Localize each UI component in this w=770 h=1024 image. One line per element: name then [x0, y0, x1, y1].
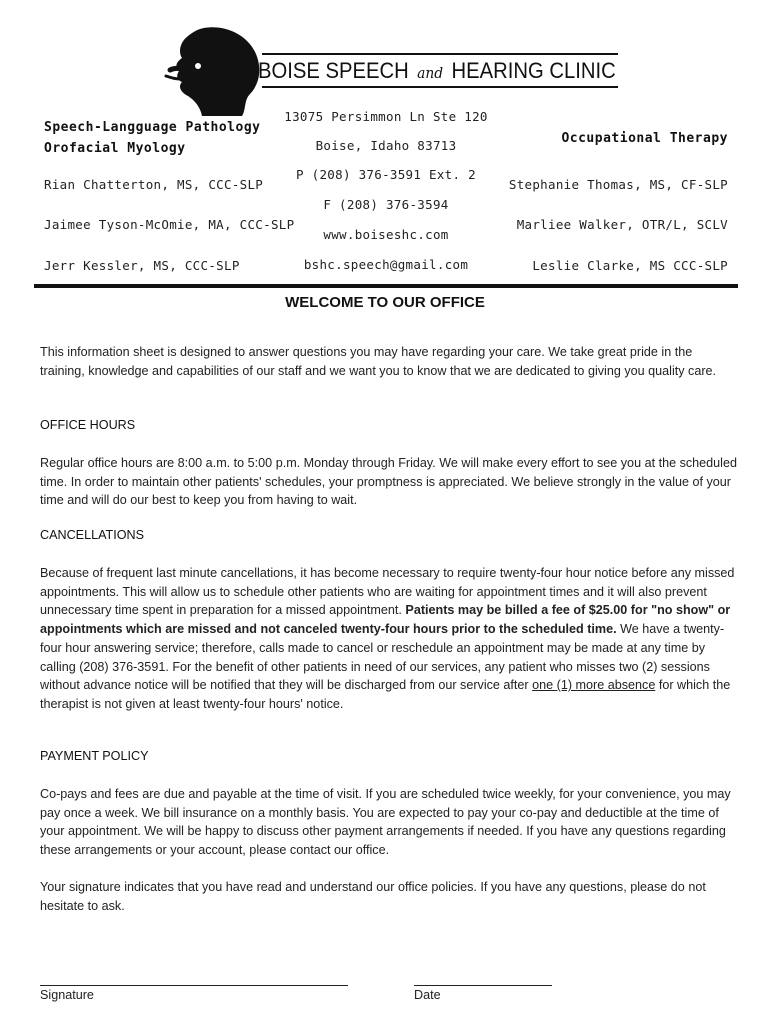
closing-paragraph: Your signature indicates that you have read and understand our office policies. If you have any questions, please do not hesitate to ask. [40, 880, 706, 913]
clinic-name-part2: HEARING CLINIC [451, 58, 616, 83]
payment-policy-heading: PAYMENT POLICY [40, 749, 149, 763]
staff-right-2: Marliee Walker, OTR/L, SCLV [516, 217, 728, 232]
office-hours-paragraph: Regular office hours are 8:00 a.m. to 5:00 p.m. Monday through Friday. We will make every effort to see you at the scheduled time. In order to maintain other patients' schedules, your promptness is appreciated. We believe strongly in the value of your time and will do our best to keep you from having to wait. [40, 456, 737, 508]
dept-speech-pathology: Speech-Langguage Pathology [44, 120, 261, 135]
header-rule-top [262, 53, 618, 55]
cancellations-text-1: Because of frequent last minute cancellations, it has become necessary to require twenty-four hour notice before any missed appointments. This will allow us to schedule other patients who are waiting for appointment times and it will also prevent unnecessary time spent in preparation for a missed appointment. [40, 566, 735, 618]
date-line[interactable] [414, 985, 552, 986]
clinic-name-and: and [417, 64, 444, 82]
address-email: bshc.speech@gmail.com [303, 257, 469, 272]
staff-left-1: Rian Chatterton, MS, CCC-SLP [44, 177, 264, 192]
page-title: WELCOME TO OUR OFFICE [285, 294, 485, 311]
cancellations-absence-underline: one (1) more absence [532, 678, 656, 693]
cancellations-paragraph [40, 564, 740, 714]
cancellations-fee-notice: Patients may be billed a fee of $25.00 for "no show" or appointments which are missed and not canceled twenty-four hours prior to the scheduled time. [40, 603, 731, 637]
address-phone: P (208) 376-3591 Ext. 2 [296, 167, 476, 182]
signature-label: Signature [40, 988, 94, 1002]
address-street: 13075 Persimmon Ln Ste 120 [284, 109, 488, 124]
dept-orofacial-myology: Orofacial Myology [44, 141, 186, 156]
staff-left-2: Jaimee Tyson-McOmie, MA, CCC-SLP [44, 217, 295, 232]
staff-right-1: Stephanie Thomas, MS, CF-SLP [508, 177, 728, 192]
staff-left-3: Jerr Kessler, MS, CCC-SLP [44, 258, 240, 273]
date-label: Date [414, 988, 441, 1002]
address-city: Boise, Idaho 83713 [315, 138, 457, 153]
header-rule-bottom [262, 86, 618, 88]
cancellations-text-2: We have a twenty-four hour answering service; therefore, calls made to cancel or reschedule an appointment may be made at any time by calling (208) 376-3591. For the benefit of other patients in need of our services, any patient who misses two (2) sessions without advance notice will be notified that they will be discharged from our service after [40, 622, 725, 693]
dept-occupational-therapy: Occupational Therapy [561, 131, 728, 146]
signature-line[interactable] [40, 985, 348, 986]
header-divider [34, 284, 738, 288]
staff-right-3: Leslie Clarke, MS CCC-SLP [532, 258, 728, 273]
address-website: www.boiseshc.com [323, 227, 449, 242]
cancellations-heading: CANCELLATIONS [40, 528, 145, 542]
payment-policy-paragraph: Co-pays and fees are due and payable at the time of visit. If you are scheduled twice weekly, for your convenience, you may pay once a week. We bill insurance on a monthly basis. You are expected to pay your co-pay and deductible at the time of your appointment. We will be happy to discuss other payment arrangements if needed. If you have any questions regarding these arrangements or your account, please contact our office. [40, 787, 731, 858]
address-fax: F (208) 376-3594 [323, 197, 449, 212]
intro-paragraph: This information sheet is designed to answer questions you may have regarding your care. We take great pride in the training, knowledge and capabilities of our staff and we want you to know that we are dedicated to giving you quality care. [40, 345, 717, 378]
clinic-name [258, 58, 616, 84]
profile-silhouette-logo [164, 26, 262, 118]
office-hours-heading: OFFICE HOURS [40, 418, 136, 432]
clinic-name-part1: BOISE SPEECH [258, 58, 409, 83]
cancellations-text-3: for which the therapist is not given at least twenty-four hours' notice. [40, 678, 731, 711]
